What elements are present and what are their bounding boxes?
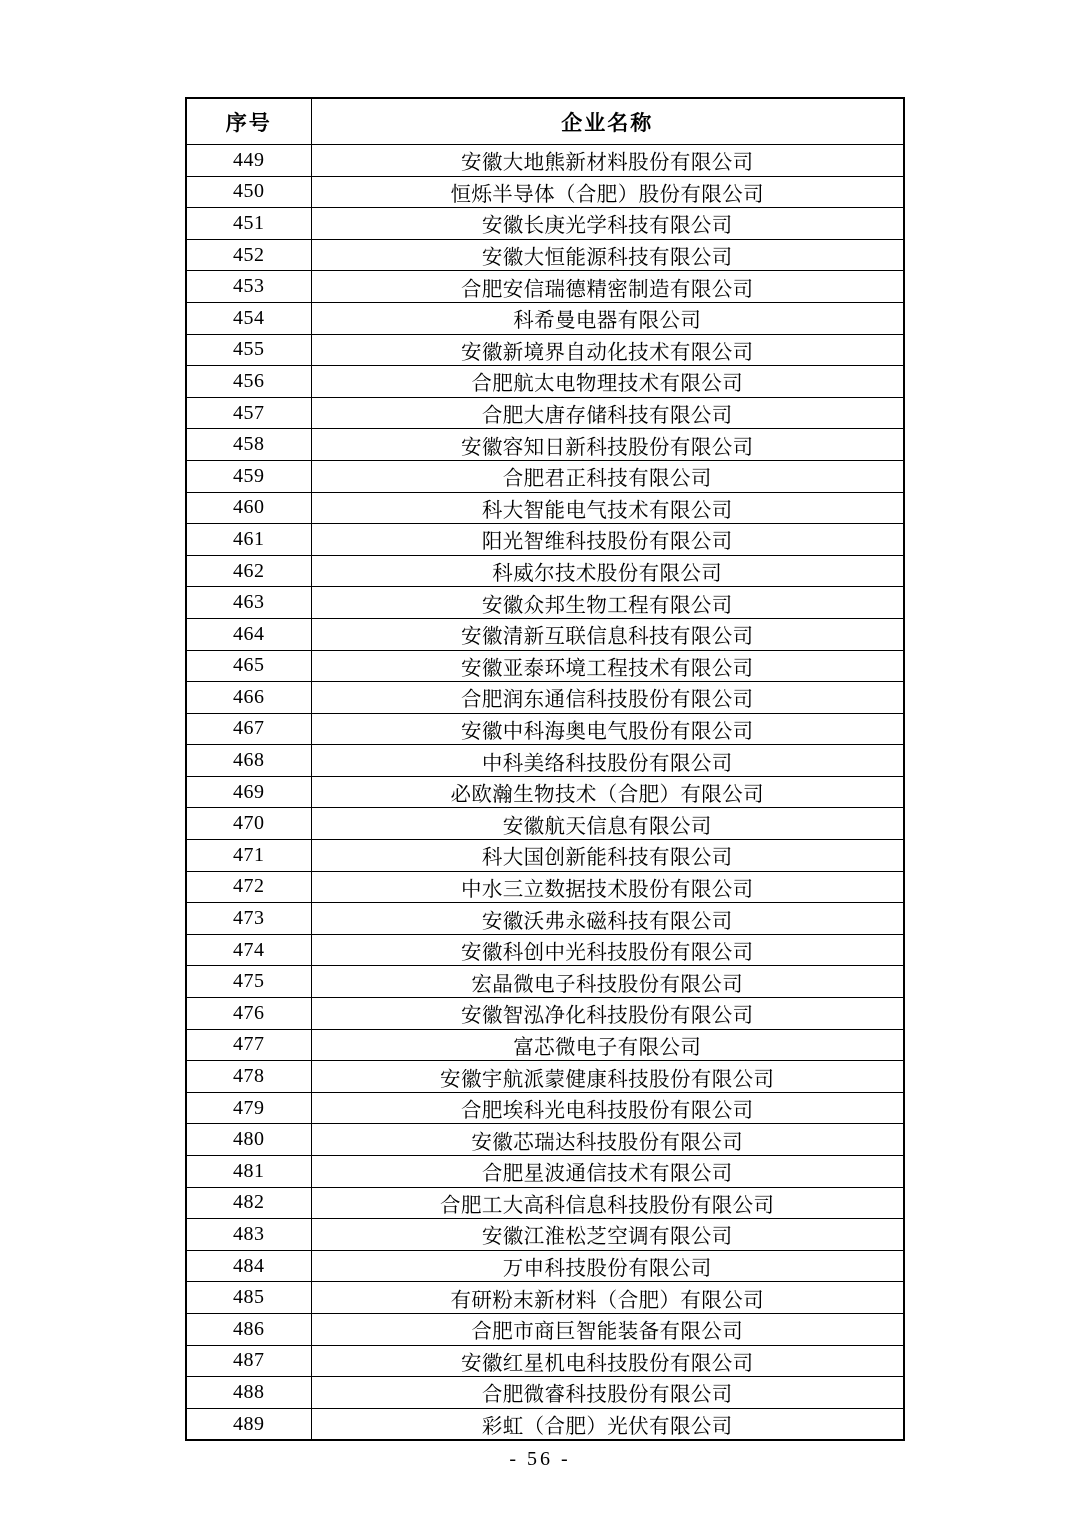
row-index-cell: 462 xyxy=(186,555,311,587)
table-header xyxy=(186,98,904,145)
row-enterprise-name-cell: 安徽科创中光科技股份有限公司 xyxy=(311,934,904,966)
row-index-cell: 455 xyxy=(186,334,311,366)
table-row xyxy=(186,334,904,366)
row-index-cell: 469 xyxy=(186,776,311,808)
table-row xyxy=(186,1282,904,1314)
table-row xyxy=(186,808,904,840)
table-row xyxy=(186,1029,904,1061)
row-enterprise-name-cell: 中科美络科技股份有限公司 xyxy=(311,745,904,777)
table-row xyxy=(186,145,904,177)
row-enterprise-name-cell: 合肥安信瑞德精密制造有限公司 xyxy=(311,271,904,303)
table-row xyxy=(186,1124,904,1156)
row-enterprise-name-cell: 安徽沃弗永磁科技有限公司 xyxy=(311,903,904,935)
table-row xyxy=(186,871,904,903)
table-row xyxy=(186,1187,904,1219)
row-index-cell: 486 xyxy=(186,1313,311,1345)
row-enterprise-name-cell: 宏晶微电子科技股份有限公司 xyxy=(311,966,904,998)
row-index-cell: 489 xyxy=(186,1408,311,1440)
table-row xyxy=(186,1377,904,1409)
table-row xyxy=(186,1250,904,1282)
row-enterprise-name-cell: 安徽清新互联信息科技有限公司 xyxy=(311,618,904,650)
enterprise-table-container xyxy=(185,97,903,1441)
table-row xyxy=(186,1408,904,1440)
row-enterprise-name-cell: 安徽长庚光学科技有限公司 xyxy=(311,208,904,240)
table-row xyxy=(186,840,904,872)
table-row xyxy=(186,745,904,777)
table-row xyxy=(186,492,904,524)
row-enterprise-name-cell: 合肥君正科技有限公司 xyxy=(311,460,904,492)
row-index-cell: 453 xyxy=(186,271,311,303)
row-index-cell: 487 xyxy=(186,1345,311,1377)
row-index-cell: 474 xyxy=(186,934,311,966)
enterprise-listing-table xyxy=(185,97,905,1441)
row-enterprise-name-cell: 合肥市商巨智能装备有限公司 xyxy=(311,1313,904,1345)
table-row xyxy=(186,903,904,935)
row-index-cell: 488 xyxy=(186,1377,311,1409)
table-row xyxy=(186,682,904,714)
row-enterprise-name-cell: 万申科技股份有限公司 xyxy=(311,1250,904,1282)
row-index-cell: 456 xyxy=(186,366,311,398)
row-index-cell: 460 xyxy=(186,492,311,524)
row-index-cell: 464 xyxy=(186,618,311,650)
row-index-cell: 477 xyxy=(186,1029,311,1061)
row-index-cell: 475 xyxy=(186,966,311,998)
row-index-cell: 479 xyxy=(186,1092,311,1124)
table-row xyxy=(186,460,904,492)
row-index-cell: 452 xyxy=(186,239,311,271)
row-enterprise-name-cell: 合肥工大高科信息科技股份有限公司 xyxy=(311,1187,904,1219)
row-index-cell: 461 xyxy=(186,524,311,556)
row-index-cell: 478 xyxy=(186,1061,311,1093)
row-index-cell: 466 xyxy=(186,682,311,714)
column-header-enterprise-name: 企业名称 xyxy=(311,98,904,145)
row-index-cell: 468 xyxy=(186,745,311,777)
row-enterprise-name-cell: 科威尔技术股份有限公司 xyxy=(311,555,904,587)
row-enterprise-name-cell: 安徽大恒能源科技有限公司 xyxy=(311,239,904,271)
row-index-cell: 450 xyxy=(186,176,311,208)
row-index-cell: 470 xyxy=(186,808,311,840)
table-row xyxy=(186,934,904,966)
row-enterprise-name-cell: 富芯微电子有限公司 xyxy=(311,1029,904,1061)
row-index-cell: 484 xyxy=(186,1250,311,1282)
row-enterprise-name-cell: 彩虹（合肥）光伏有限公司 xyxy=(311,1408,904,1440)
table-row xyxy=(186,1156,904,1188)
row-index-cell: 485 xyxy=(186,1282,311,1314)
row-index-cell: 480 xyxy=(186,1124,311,1156)
table-row xyxy=(186,239,904,271)
row-index-cell: 473 xyxy=(186,903,311,935)
table-row xyxy=(186,271,904,303)
row-index-cell: 472 xyxy=(186,871,311,903)
row-enterprise-name-cell: 安徽江淮松芝空调有限公司 xyxy=(311,1219,904,1251)
table-row xyxy=(186,429,904,461)
row-enterprise-name-cell: 安徽大地熊新材料股份有限公司 xyxy=(311,145,904,177)
table-row xyxy=(186,1313,904,1345)
column-header-index: 序号 xyxy=(186,98,311,145)
row-enterprise-name-cell: 合肥埃科光电科技股份有限公司 xyxy=(311,1092,904,1124)
table-row xyxy=(186,650,904,682)
table-row xyxy=(186,1345,904,1377)
row-enterprise-name-cell: 合肥微睿科技股份有限公司 xyxy=(311,1377,904,1409)
table-row xyxy=(186,966,904,998)
row-index-cell: 459 xyxy=(186,460,311,492)
row-index-cell: 482 xyxy=(186,1187,311,1219)
row-enterprise-name-cell: 合肥大唐存储科技有限公司 xyxy=(311,397,904,429)
row-enterprise-name-cell: 安徽航天信息有限公司 xyxy=(311,808,904,840)
row-index-cell: 463 xyxy=(186,587,311,619)
row-enterprise-name-cell: 合肥润东通信科技股份有限公司 xyxy=(311,682,904,714)
table-body xyxy=(186,145,904,1441)
table-row xyxy=(186,776,904,808)
row-enterprise-name-cell: 恒烁半导体（合肥）股份有限公司 xyxy=(311,176,904,208)
row-enterprise-name-cell: 安徽芯瑞达科技股份有限公司 xyxy=(311,1124,904,1156)
table-row xyxy=(186,366,904,398)
row-enterprise-name-cell: 安徽宇航派蒙健康科技股份有限公司 xyxy=(311,1061,904,1093)
table-row xyxy=(186,998,904,1030)
row-index-cell: 465 xyxy=(186,650,311,682)
row-enterprise-name-cell: 合肥星波通信技术有限公司 xyxy=(311,1156,904,1188)
row-enterprise-name-cell: 安徽红星机电科技股份有限公司 xyxy=(311,1345,904,1377)
row-enterprise-name-cell: 安徽亚泰环境工程技术有限公司 xyxy=(311,650,904,682)
table-row xyxy=(186,1061,904,1093)
page-footer: - 56 - xyxy=(509,1448,571,1470)
table-row xyxy=(186,1219,904,1251)
row-enterprise-name-cell: 科大智能电气技术有限公司 xyxy=(311,492,904,524)
row-index-cell: 449 xyxy=(186,145,311,177)
table-row xyxy=(186,208,904,240)
table-row xyxy=(186,302,904,334)
row-index-cell: 471 xyxy=(186,840,311,872)
row-enterprise-name-cell: 有研粉末新材料（合肥）有限公司 xyxy=(311,1282,904,1314)
row-index-cell: 451 xyxy=(186,208,311,240)
row-index-cell: 454 xyxy=(186,302,311,334)
table-row xyxy=(186,618,904,650)
row-enterprise-name-cell: 安徽智泓净化科技股份有限公司 xyxy=(311,998,904,1030)
row-index-cell: 458 xyxy=(186,429,311,461)
row-enterprise-name-cell: 必欧瀚生物技术（合肥）有限公司 xyxy=(311,776,904,808)
table-row xyxy=(186,524,904,556)
table-header-row xyxy=(186,98,904,145)
row-index-cell: 467 xyxy=(186,713,311,745)
row-index-cell: 457 xyxy=(186,397,311,429)
row-enterprise-name-cell: 安徽中科海奥电气股份有限公司 xyxy=(311,713,904,745)
table-row xyxy=(186,1092,904,1124)
table-row xyxy=(186,397,904,429)
table-row xyxy=(186,555,904,587)
row-index-cell: 481 xyxy=(186,1156,311,1188)
row-enterprise-name-cell: 安徽众邦生物工程有限公司 xyxy=(311,587,904,619)
row-enterprise-name-cell: 合肥航太电物理技术有限公司 xyxy=(311,366,904,398)
row-index-cell: 483 xyxy=(186,1219,311,1251)
row-enterprise-name-cell: 安徽容知日新科技股份有限公司 xyxy=(311,429,904,461)
row-enterprise-name-cell: 科希曼电器有限公司 xyxy=(311,302,904,334)
row-enterprise-name-cell: 安徽新境界自动化技术有限公司 xyxy=(311,334,904,366)
table-row xyxy=(186,587,904,619)
row-enterprise-name-cell: 科大国创新能科技有限公司 xyxy=(311,840,904,872)
row-index-cell: 476 xyxy=(186,998,311,1030)
table-row xyxy=(186,713,904,745)
table-row xyxy=(186,176,904,208)
row-enterprise-name-cell: 阳光智维科技股份有限公司 xyxy=(311,524,904,556)
row-enterprise-name-cell: 中水三立数据技术股份有限公司 xyxy=(311,871,904,903)
